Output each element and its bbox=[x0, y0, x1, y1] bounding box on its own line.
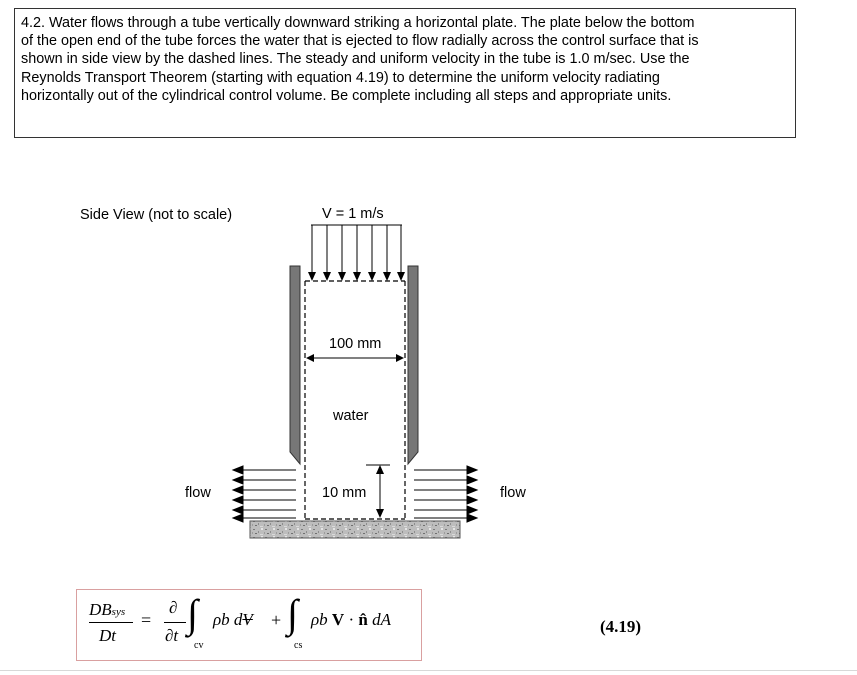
equation-number: (4.19) bbox=[600, 617, 642, 636]
bottom-divider bbox=[0, 670, 857, 671]
flow-left-label: flow bbox=[185, 485, 211, 501]
outflow-arrows-right bbox=[414, 466, 477, 522]
cv-integral-sign: ∫ bbox=[187, 591, 198, 636]
outflow-arrows-left bbox=[233, 466, 296, 522]
area-differential: dA bbox=[372, 610, 391, 629]
bold-velocity: V bbox=[331, 610, 345, 629]
cs-integral-sign: ∫ bbox=[287, 591, 298, 636]
partial-fraction-bar bbox=[164, 622, 186, 623]
dot-operator: · bbox=[348, 610, 355, 629]
flow-right-label: flow bbox=[500, 485, 526, 501]
lhs-subscript: sys bbox=[111, 606, 126, 618]
equation-lhs bbox=[89, 600, 125, 620]
tube-wall-right bbox=[408, 266, 418, 464]
control-volume-boundary bbox=[305, 281, 405, 519]
cv-integrand bbox=[213, 610, 253, 630]
inflow-arrows bbox=[308, 225, 405, 281]
cv-integrand-text: ρb d bbox=[213, 610, 243, 629]
cs-integrand bbox=[311, 610, 391, 630]
diameter-dimension bbox=[306, 354, 404, 362]
unit-normal: n̂ bbox=[358, 610, 368, 629]
equals-sign: = bbox=[141, 610, 152, 630]
problem-line: shown in side view by the dashed lines. The steady and uniform velocity in the tube is 1.0 m/sec. Use the bbox=[21, 51, 690, 68]
problem-line: Reynolds Transport Theorem (starting with equation 4.19) to determine the uniform velocity radiating bbox=[21, 69, 660, 86]
side-view-label: Side View (not to scale) bbox=[80, 207, 233, 223]
velocity-label: V = 1 m/s bbox=[322, 206, 384, 222]
problem-line: 4.2. Water flows through a tube vertically downward striking a horizontal plate. The plate below the bottom bbox=[21, 15, 695, 31]
equation-box bbox=[76, 589, 422, 661]
cs-subscript: cs bbox=[294, 640, 303, 651]
problem-line: of the open end of the tube forces the water that is ejected to flow radially across the control surface that is bbox=[21, 33, 699, 50]
lhs-denominator: Dt bbox=[99, 626, 116, 645]
horizontal-plate bbox=[250, 521, 460, 538]
volume-symbol: V bbox=[242, 610, 253, 629]
cs-integrand-text: ρb bbox=[311, 610, 332, 629]
water-label: water bbox=[333, 408, 369, 424]
lhs-numerator: DB bbox=[89, 600, 112, 619]
diameter-label: 100 mm bbox=[329, 336, 382, 352]
plus-sign: + bbox=[271, 610, 282, 630]
cv-subscript: cv bbox=[194, 640, 204, 651]
partial-denominator: ∂t bbox=[165, 626, 179, 645]
lhs-fraction-bar bbox=[89, 622, 133, 623]
problem-line: horizontally out of the cylindrical control volume. Be complete including all steps and appropriate units. bbox=[21, 87, 672, 104]
partial-numerator: ∂ bbox=[169, 598, 178, 617]
gap-label: 10 mm bbox=[322, 485, 367, 501]
tube-wall-left bbox=[290, 266, 300, 464]
gap-dimension bbox=[366, 465, 390, 518]
